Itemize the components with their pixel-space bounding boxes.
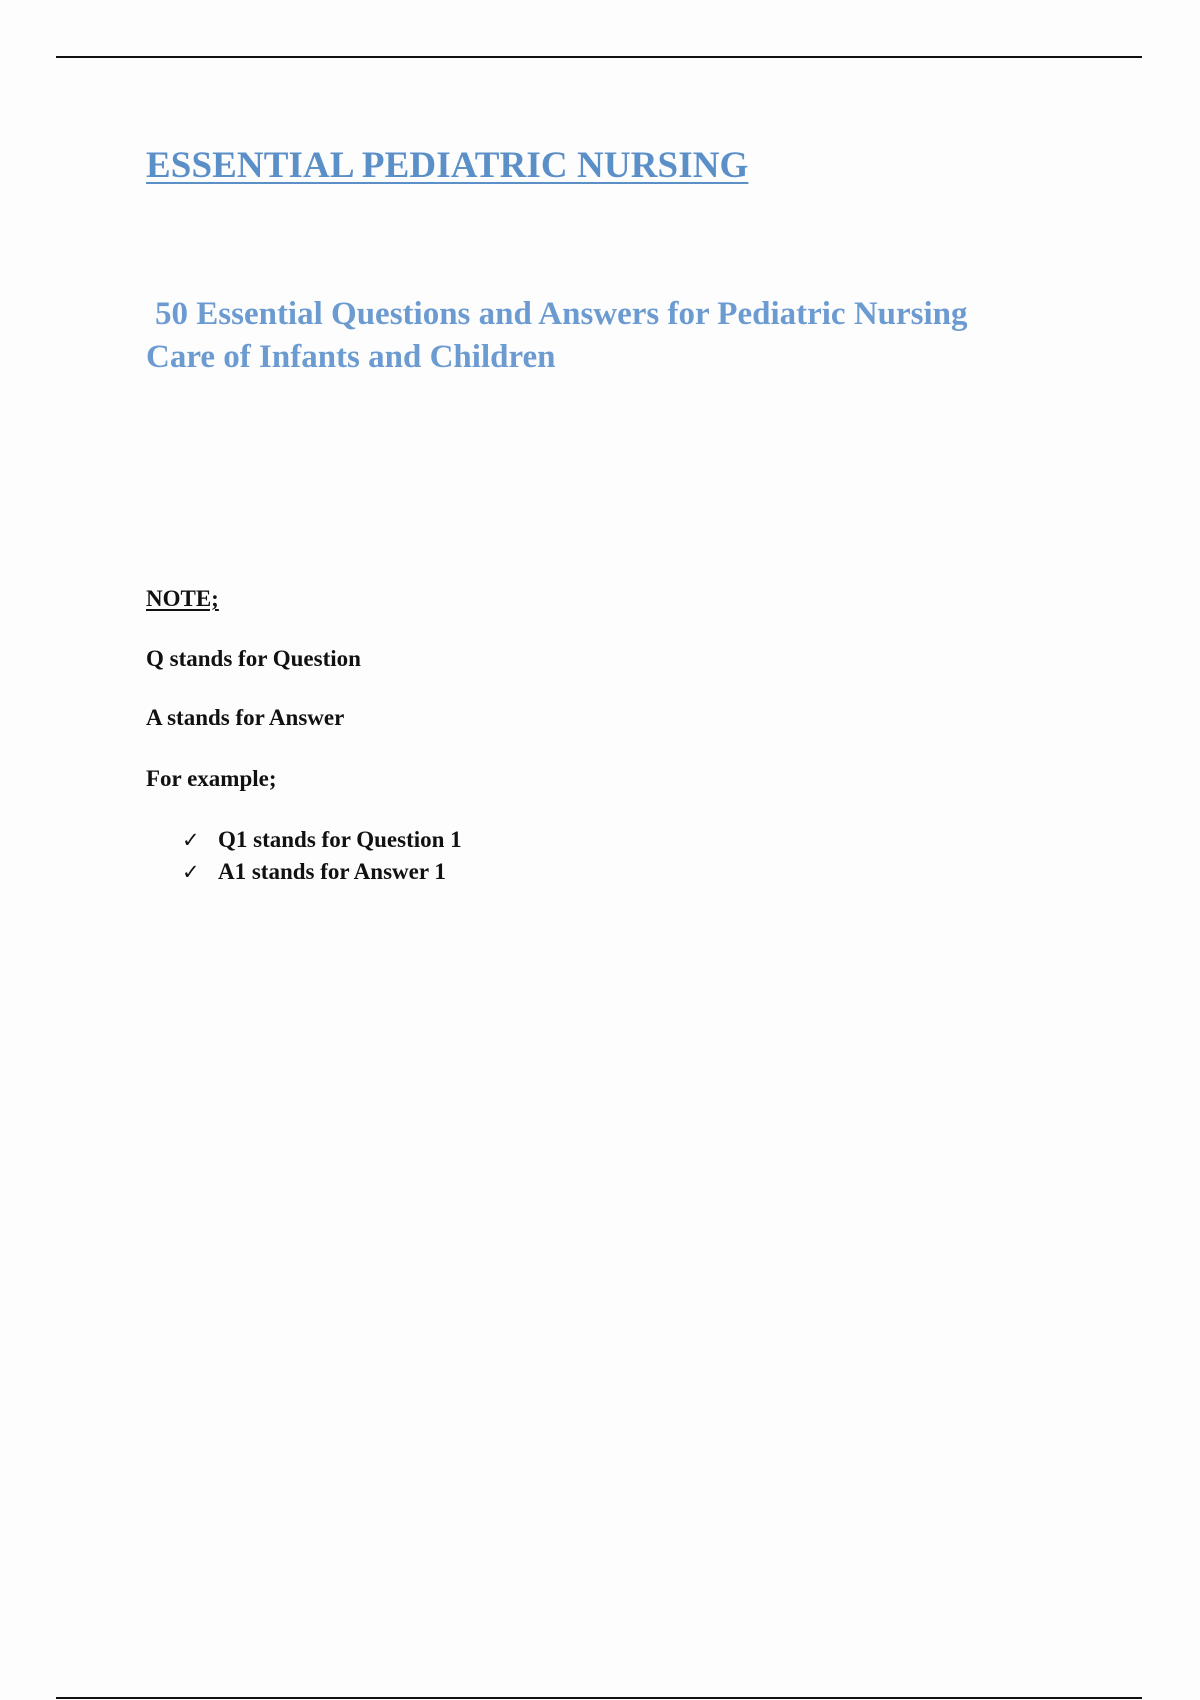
document-subtitle bbox=[146, 293, 1076, 379]
note-line-question: Q stands for Question bbox=[146, 646, 361, 671]
list-item bbox=[182, 856, 462, 888]
footer-rule bbox=[56, 1697, 1142, 1699]
note-heading: NOTE; bbox=[146, 586, 219, 611]
list-item bbox=[182, 824, 462, 856]
header-rule bbox=[56, 56, 1142, 58]
subtitle-line-1: 50 Essential Questions and Answers for Pediatric Nursing bbox=[155, 296, 968, 332]
list-item-text: Q1 stands for Question 1 bbox=[218, 827, 462, 852]
note-line-answer: A stands for Answer bbox=[146, 705, 345, 730]
example-checklist bbox=[182, 824, 462, 888]
subtitle-line-2: Care of Infants and Children bbox=[146, 339, 556, 375]
document-title: ESSENTIAL PEDIATRIC NURSING bbox=[146, 145, 749, 186]
checkmark-icon: ✓ bbox=[182, 828, 200, 852]
checkmark-icon: ✓ bbox=[182, 860, 200, 884]
list-item-text: A1 stands for Answer 1 bbox=[218, 859, 446, 884]
note-line-example-intro: For example; bbox=[146, 766, 277, 791]
